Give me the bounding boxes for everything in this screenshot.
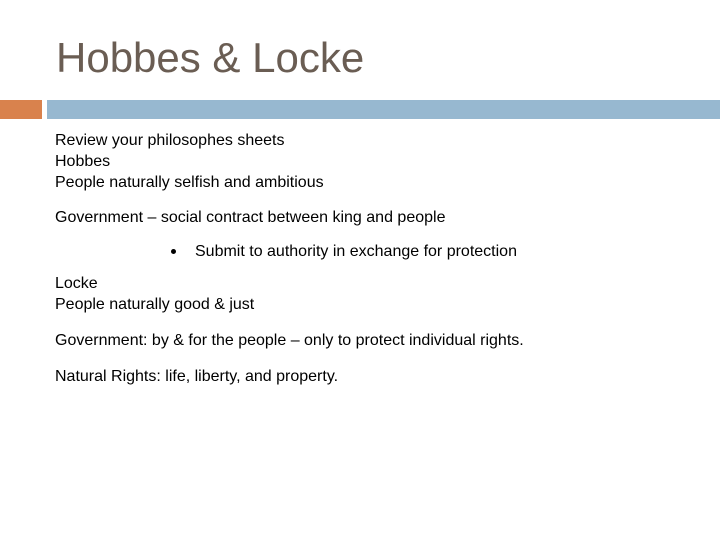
accent-bar-orange: [0, 100, 42, 119]
locke-rights-text: Natural Rights: life, liberty, and property.: [55, 368, 339, 385]
slide-body: [55, 130, 695, 387]
hobbes-bullet-text: Submit to authority in exchange for protection: [195, 243, 517, 260]
accent-bar-blue: [47, 100, 720, 119]
hobbes-government-text: Government – social contract between king and people: [55, 209, 446, 226]
hobbes-bullet-item: [55, 241, 695, 262]
bullet-dot-icon: [171, 249, 176, 254]
locke-nature-text: People naturally good & just: [55, 296, 255, 313]
locke-government-text: Government: by & for the people – only to protect individual rights.: [55, 332, 524, 349]
locke-heading: Locke: [55, 275, 98, 292]
hobbes-heading: Hobbes: [55, 153, 111, 170]
hobbes-nature-text: People naturally selfish and ambitious: [55, 174, 324, 191]
intro-text: Review your philosophes sheets: [55, 132, 285, 149]
slide-title: Hobbes & Locke: [56, 34, 365, 81]
